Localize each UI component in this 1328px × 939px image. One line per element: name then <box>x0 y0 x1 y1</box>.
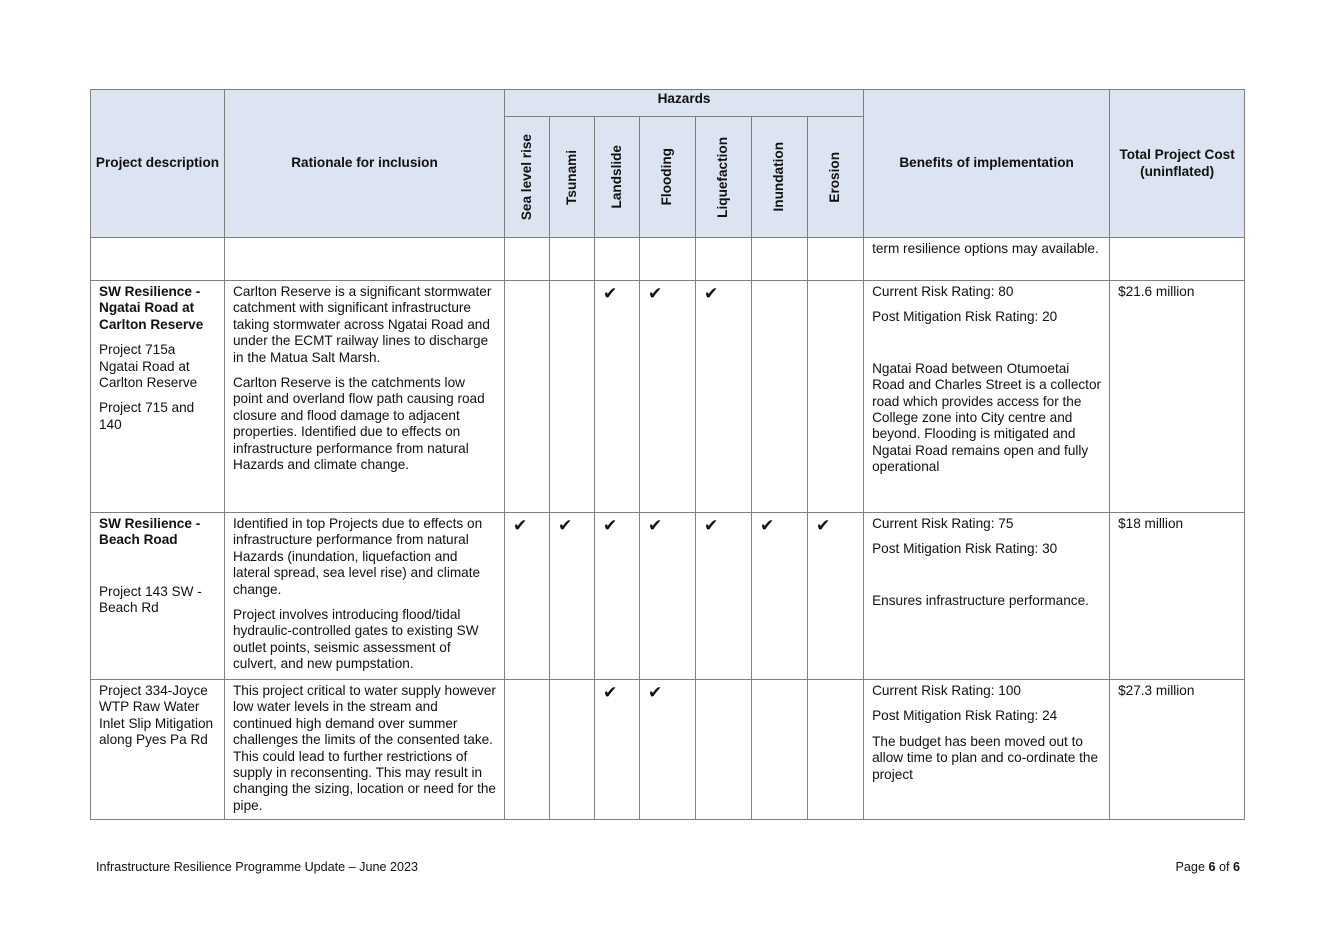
benefits: Current Risk Rating: 80 Post Mitigation Risk Rating: 20 Ngatai Road between Otumoetai Road and Charles Street is a collector road which provides access for the College zone into City centre and beyond. Flooding is mitigated and Ngatai Road remains open and fully operational <box>864 281 1110 513</box>
checkmark-icon: ✔ <box>603 683 618 702</box>
footer-title: Infrastructure Resilience Programme Update – June 2023 <box>96 860 419 874</box>
hazard-cell <box>808 281 864 513</box>
total-cost: $27.3 million <box>1110 680 1245 820</box>
table-row <box>91 281 1245 513</box>
header-project-description: Project description <box>91 90 225 238</box>
hazard-cell <box>640 680 696 820</box>
checkmark-icon: ✔ <box>704 516 719 535</box>
hazard-cell <box>505 680 550 820</box>
rationale: This project critical to water supply however low water levels in the stream and continued high demand over summer challenges the limits of the consented take. This could lead to further restrictions of supply in reconsenting. This may result in changing the sizing, location or need for the pipe. <box>225 680 505 820</box>
checkmark-icon: ✔ <box>704 284 719 303</box>
rationale: Identified in top Projects due to effects on infrastructure performance from natural Hazards (inundation, liquefaction and lateral spread, sea level rise) and climate change. Project involves introducing flood/tidal hydraulic-controlled gates to existing SW outlet points, seismic assessment of culvert, and new pumpstation. <box>225 513 505 680</box>
project-description: Project 334-Joyce WTP Raw Water Inlet Slip Mitigation along Pyes Pa Rd <box>91 680 225 820</box>
total-cost: $18 million <box>1110 513 1245 680</box>
checkmark-icon: ✔ <box>760 516 775 535</box>
hazard-cell <box>752 281 808 513</box>
hazard-cell <box>505 281 550 513</box>
hazard-cell <box>640 513 696 680</box>
table-row <box>91 513 1245 680</box>
checkmark-icon: ✔ <box>603 516 618 535</box>
benefits: Current Risk Rating: 100 Post Mitigation Risk Rating: 24 The budget has been moved out to allow time to plan and co-ordinate the project <box>864 680 1110 820</box>
hazard-cell <box>696 513 752 680</box>
checkmark-icon: ✔ <box>648 516 663 535</box>
checkmark-icon: ✔ <box>648 683 663 702</box>
header-benefits: Benefits of implementation <box>864 90 1110 238</box>
continuation-benefits: term resilience options may available. <box>864 238 1110 281</box>
hazard-cell <box>808 513 864 680</box>
hazard-cell <box>550 281 595 513</box>
hazard-cell <box>595 513 640 680</box>
hazard-cell <box>595 680 640 820</box>
table-row <box>91 680 1245 820</box>
checkmark-icon: ✔ <box>513 516 528 535</box>
header-hazard-landslide: Landslide <box>595 117 640 238</box>
hazard-cell <box>696 680 752 820</box>
table-row-continuation <box>91 238 1245 281</box>
checkmark-icon: ✔ <box>603 284 618 303</box>
hazard-cell <box>550 513 595 680</box>
hazard-cell <box>640 281 696 513</box>
header-hazard-liquefaction: Liquefaction <box>696 117 752 238</box>
hazard-cell <box>808 680 864 820</box>
header-hazard-flooding: Flooding <box>640 117 696 238</box>
page-number: Page 6 of 6 <box>1175 860 1240 874</box>
project-description: SW Resilience - Ngatai Road at Carlton Reserve Project 715a Ngatai Road at Carlton Reserve Project 715 and 140 <box>91 281 225 513</box>
header-rationale: Rationale for inclusion <box>225 90 505 238</box>
projects-table <box>90 89 1245 820</box>
total-cost: $21.6 million <box>1110 281 1245 513</box>
hazard-cell <box>752 680 808 820</box>
checkmark-icon: ✔ <box>558 516 573 535</box>
header-hazard-sea-level-rise: Sea level rise <box>505 117 550 238</box>
rationale: Carlton Reserve is a significant stormwater catchment with significant infrastructure taking stormwater across Ngatai Road and under the ECMT railway lines to discharge in the Matua Salt Marsh. Carlton Reserve is the catchments low point and overland flow path causing road closure and flood damage to adjacent properties. Identified due to effects on infrastructure performance from natural Hazards and climate change. <box>225 281 505 513</box>
header-hazard-tsunami: Tsunami <box>550 117 595 238</box>
hazard-cell <box>595 281 640 513</box>
header-cost: Total Project Cost (uninflated) <box>1110 90 1245 238</box>
header-hazard-inundation: Inundation <box>752 117 808 238</box>
hazard-cell <box>550 680 595 820</box>
benefits: Current Risk Rating: 75 Post Mitigation Risk Rating: 30 Ensures infrastructure performance. <box>864 513 1110 680</box>
hazard-cell <box>752 513 808 680</box>
project-description: SW Resilience - Beach Road Project 143 SW - Beach Rd <box>91 513 225 680</box>
header-hazard-erosion: Erosion <box>808 117 864 238</box>
checkmark-icon: ✔ <box>648 284 663 303</box>
hazard-cell <box>505 513 550 680</box>
checkmark-icon: ✔ <box>816 516 831 535</box>
header-hazards: Hazards <box>505 90 864 117</box>
hazard-cell <box>696 281 752 513</box>
